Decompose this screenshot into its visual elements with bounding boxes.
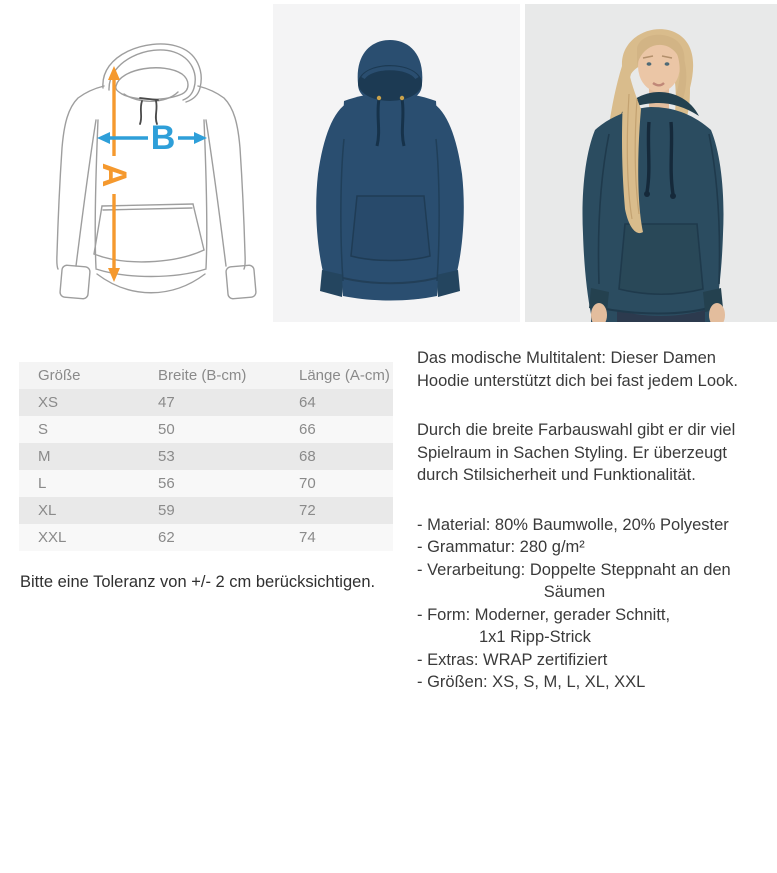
table-cell: XXL (38, 529, 67, 546)
description-line: Säumen (543, 583, 606, 601)
hoodie-outline (57, 44, 256, 299)
table-cell: 62 (158, 529, 175, 546)
table-cell: 72 (299, 502, 316, 519)
description-line: - Grammatur: 280 g/m² (417, 538, 585, 556)
table-cell: M (38, 448, 51, 465)
table-cell: S (38, 421, 49, 438)
description-paragraph (417, 419, 762, 487)
table-row (19, 524, 393, 551)
description-line: Spielraum in Sachen Styling. Er überzeugt (417, 443, 728, 462)
table-row (19, 470, 393, 497)
table-cell: L (38, 475, 47, 492)
description-line: - Material: 80% Baumwolle, 20% Polyester (417, 515, 729, 534)
description-paragraph (417, 514, 762, 694)
table-cell: 66 (299, 421, 316, 438)
table-cell: 59 (158, 502, 175, 519)
table-cell: 70 (299, 475, 316, 492)
table-cell: 50 (158, 421, 175, 438)
length-arrow-icon (95, 66, 133, 282)
description-line: Durch die breite Farbauswahl gibt er dir viel (417, 421, 736, 439)
tolerance-note: Bitte eine Toleranz von +/- 2 cm berücksichtigen. (20, 573, 376, 591)
size-table (19, 362, 393, 551)
model-photo (525, 4, 777, 322)
product-description (417, 347, 762, 721)
column-header-breite: Breite (B-cm) (158, 367, 247, 384)
description-line: - Größen: XS, S, M, L, XL, XXL (417, 673, 646, 691)
table-cell: 64 (299, 394, 316, 411)
column-header-laenge: Länge (A-cm) (299, 367, 390, 384)
size-table-header-row (19, 362, 393, 389)
table-cell: XL (38, 502, 57, 519)
description-line: 1x1 Ripp-Strick (479, 628, 591, 646)
description-line: durch Stilsicherheit und Funktionalität. (417, 466, 696, 484)
description-paragraph (417, 347, 762, 392)
table-cell: 56 (158, 475, 175, 492)
table-row (19, 443, 393, 470)
table-row (19, 497, 393, 524)
hoodie-line-drawing (52, 28, 264, 310)
label-a: A (95, 162, 133, 188)
flat-product-photo (273, 4, 520, 322)
table-row (19, 416, 393, 443)
label-b: B (150, 119, 176, 157)
measurement-diagram (52, 28, 264, 310)
description-line: Das modische Multitalent: Dieser Damen (417, 349, 716, 367)
column-header-groesse: Größe (38, 367, 81, 384)
table-cell: XS (38, 394, 59, 411)
flat-hoodie-image (273, 4, 520, 322)
table-cell: 74 (299, 529, 316, 546)
description-line: - Verarbeitung: Doppelte Steppnaht an den (417, 560, 731, 579)
table-cell: 47 (158, 394, 175, 411)
table-cell: 53 (158, 448, 175, 465)
description-line: Hoodie unterstützt dich bei fast jedem Look. (417, 371, 739, 390)
description-line: - Extras: WRAP zertifiziert (417, 650, 608, 669)
model-wearing-hoodie-image (525, 4, 777, 322)
table-row (19, 389, 393, 416)
table-cell: 68 (299, 448, 316, 465)
description-line: - Form: Moderner, gerader Schnitt, (417, 605, 671, 624)
size-table-body (19, 389, 393, 551)
